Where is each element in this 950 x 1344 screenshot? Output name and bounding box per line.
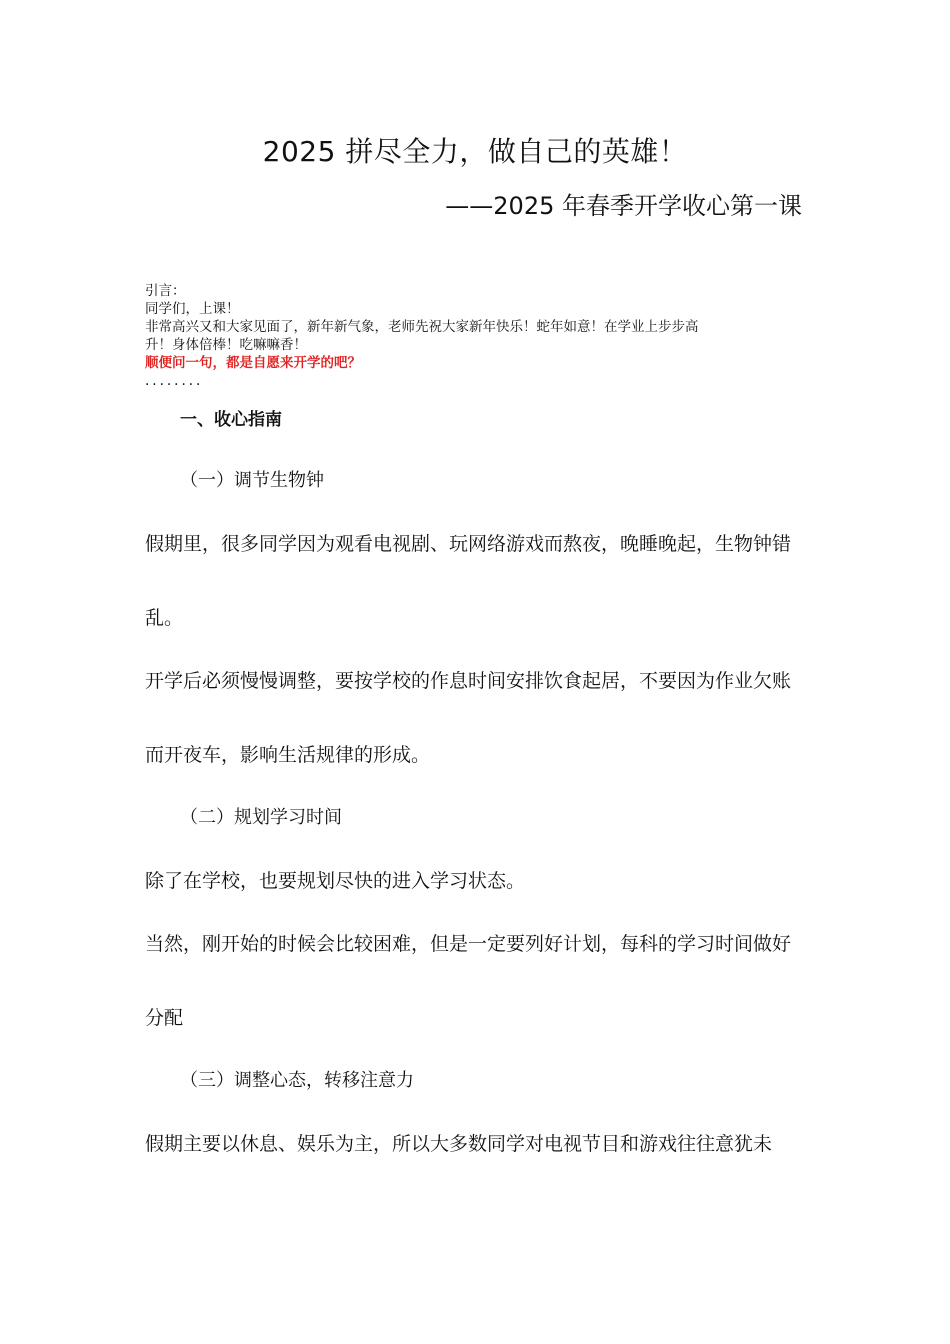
paragraph-line: 而开夜车，影响生活规律的形成。 (145, 744, 431, 766)
subsection-heading-study-time: （二）规划学习时间 (180, 807, 342, 828)
intro-greeting: 同学们，上课！ (145, 301, 240, 317)
subsection-heading-mindset: （三）调整心态，转移注意力 (180, 1070, 414, 1091)
intro-highlight-question: 顺便问一句，都是自愿来开学的吧？ (145, 355, 361, 371)
subsection-heading-biological-clock: （一）调节生物钟 (180, 470, 324, 491)
paragraph-line: 开学后必须慢慢调整，要按学校的作息时间安排饮食起居，不要因为作业欠账 (145, 670, 792, 692)
paragraph-line: 除了在学校，也要规划尽快的进入学习状态。 (145, 870, 526, 892)
intro-label: 引言： (145, 283, 186, 299)
intro-wishes-line-2: 升！身体倍棒！吃嘛嘛香！ (145, 337, 307, 353)
paragraph-line: 分配 (145, 1007, 184, 1029)
paragraph-line: 乱。 (145, 607, 184, 629)
page-title: 2025 拼尽全力，做自己的英雄！ (262, 135, 688, 168)
intro-block (145, 282, 810, 390)
intro-wishes-line-1: 非常高兴又和大家见面了，新年新气象，老师先祝大家新年快乐！蛇年如意！在学业上步步高 (145, 319, 699, 335)
page-subtitle: ——2025 年春季开学收心第一课 (445, 192, 802, 220)
paragraph-line: 假期主要以休息、娱乐为主，所以大多数同学对电视节目和游戏往往意犹未 (145, 1133, 773, 1155)
intro-ellipsis: ........ (145, 373, 204, 389)
paragraph-line: 假期里，很多同学因为观看电视剧、玩网络游戏而熬夜，晚睡晚起，生物钟错 (145, 533, 792, 555)
paragraph-line: 当然，刚开始的时候会比较困难，但是一定要列好计划，每科的学习时间做好 (145, 933, 792, 955)
section-heading-guide: 一、收心指南 (180, 410, 282, 430)
